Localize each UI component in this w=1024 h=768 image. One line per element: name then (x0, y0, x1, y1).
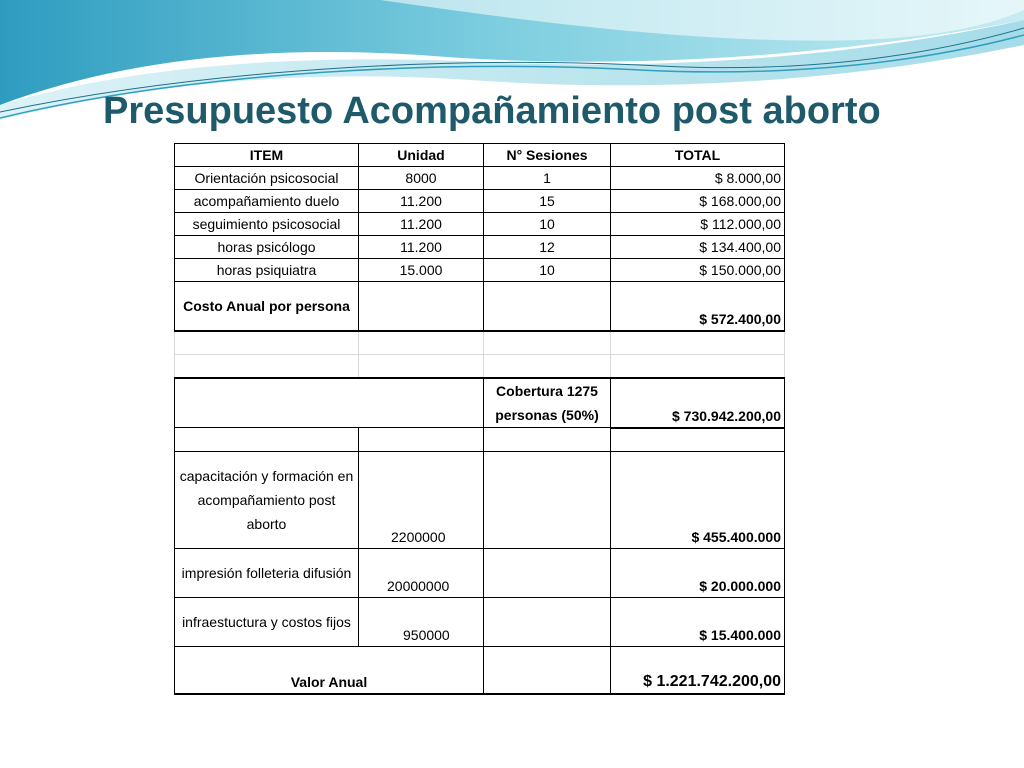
empty-cell (175, 331, 359, 355)
valor-anual-total: $ 1.221.742.200,00 (611, 646, 785, 694)
cell-unidad: 11.200 (359, 213, 484, 236)
costo-anual-row (175, 282, 785, 332)
cell-total: $ 8.000,00 (611, 167, 785, 190)
extra-unidad: 20000000 (359, 548, 484, 597)
valor-anual-label: Valor Anual (175, 646, 484, 694)
table-row (175, 190, 785, 213)
cell-unidad: 8000 (359, 167, 484, 190)
empty-cell (484, 282, 611, 332)
extra-row (175, 548, 785, 597)
cobertura-row (175, 378, 785, 428)
empty-cell (611, 355, 785, 379)
empty-cell (484, 355, 611, 379)
cell-total: $ 150.000,00 (611, 259, 785, 282)
table-row (175, 259, 785, 282)
header-unidad: Unidad (359, 144, 484, 167)
empty-cell (484, 548, 611, 597)
empty-cell (484, 451, 611, 548)
extra-item: capacitación y formación en acompañamiento post aborto (175, 451, 359, 548)
extra-row (175, 597, 785, 646)
empty-cell (484, 597, 611, 646)
spacer-row (175, 428, 785, 452)
costo-anual-total: $ 572.400,00 (611, 282, 785, 332)
cell-unidad: 11.200 (359, 190, 484, 213)
extra-unidad: 2200000 (359, 451, 484, 548)
cell-item: horas psiquiatra (175, 259, 359, 282)
empty-cell (484, 428, 611, 452)
extra-total: $ 15.400.000 (611, 597, 785, 646)
empty-cell (359, 378, 484, 428)
budget-table (174, 143, 785, 695)
cell-total: $ 168.000,00 (611, 190, 785, 213)
empty-cell (484, 331, 611, 355)
empty-cell (175, 428, 359, 452)
extra-item: infraestuctura y costos fijos (175, 597, 359, 646)
cell-item: Orientación psicosocial (175, 167, 359, 190)
empty-cell (175, 355, 359, 379)
spacer-row (175, 355, 785, 379)
cell-unidad: 11.200 (359, 236, 484, 259)
table-row (175, 213, 785, 236)
header-item: ITEM (175, 144, 359, 167)
empty-cell (359, 355, 484, 379)
cell-unidad: 15.000 (359, 259, 484, 282)
table-row (175, 167, 785, 190)
cell-sesiones: 15 (484, 190, 611, 213)
empty-cell (175, 378, 359, 428)
empty-cell (611, 428, 785, 452)
empty-cell (359, 282, 484, 332)
empty-cell (359, 428, 484, 452)
cobertura-label: Cobertura 1275 personas (50%) (484, 378, 611, 428)
cell-sesiones: 10 (484, 259, 611, 282)
empty-cell (484, 646, 611, 694)
table-header-row (175, 144, 785, 167)
extra-unidad: 950000 (359, 597, 484, 646)
valor-anual-row (175, 646, 785, 694)
cell-sesiones: 10 (484, 213, 611, 236)
table-row (175, 236, 785, 259)
extra-total: $ 455.400.000 (611, 451, 785, 548)
cell-item: seguimiento psicosocial (175, 213, 359, 236)
extra-total: $ 20.000.000 (611, 548, 785, 597)
cell-item: acompañamiento duelo (175, 190, 359, 213)
slide-title: Presupuesto Acompañamiento post aborto (103, 90, 881, 132)
header-sesiones: N° Sesiones (484, 144, 611, 167)
cell-total: $ 112.000,00 (611, 213, 785, 236)
cell-sesiones: 1 (484, 167, 611, 190)
header-total: TOTAL (611, 144, 785, 167)
extra-row (175, 451, 785, 548)
empty-cell (359, 331, 484, 355)
cell-sesiones: 12 (484, 236, 611, 259)
cell-item: horas psicólogo (175, 236, 359, 259)
empty-cell (611, 331, 785, 355)
extra-item: impresión folleteria difusión (175, 548, 359, 597)
costo-anual-label: Costo Anual por persona (175, 282, 359, 332)
cobertura-total: $ 730.942.200,00 (611, 378, 785, 428)
spacer-row (175, 331, 785, 355)
cell-total: $ 134.400,00 (611, 236, 785, 259)
